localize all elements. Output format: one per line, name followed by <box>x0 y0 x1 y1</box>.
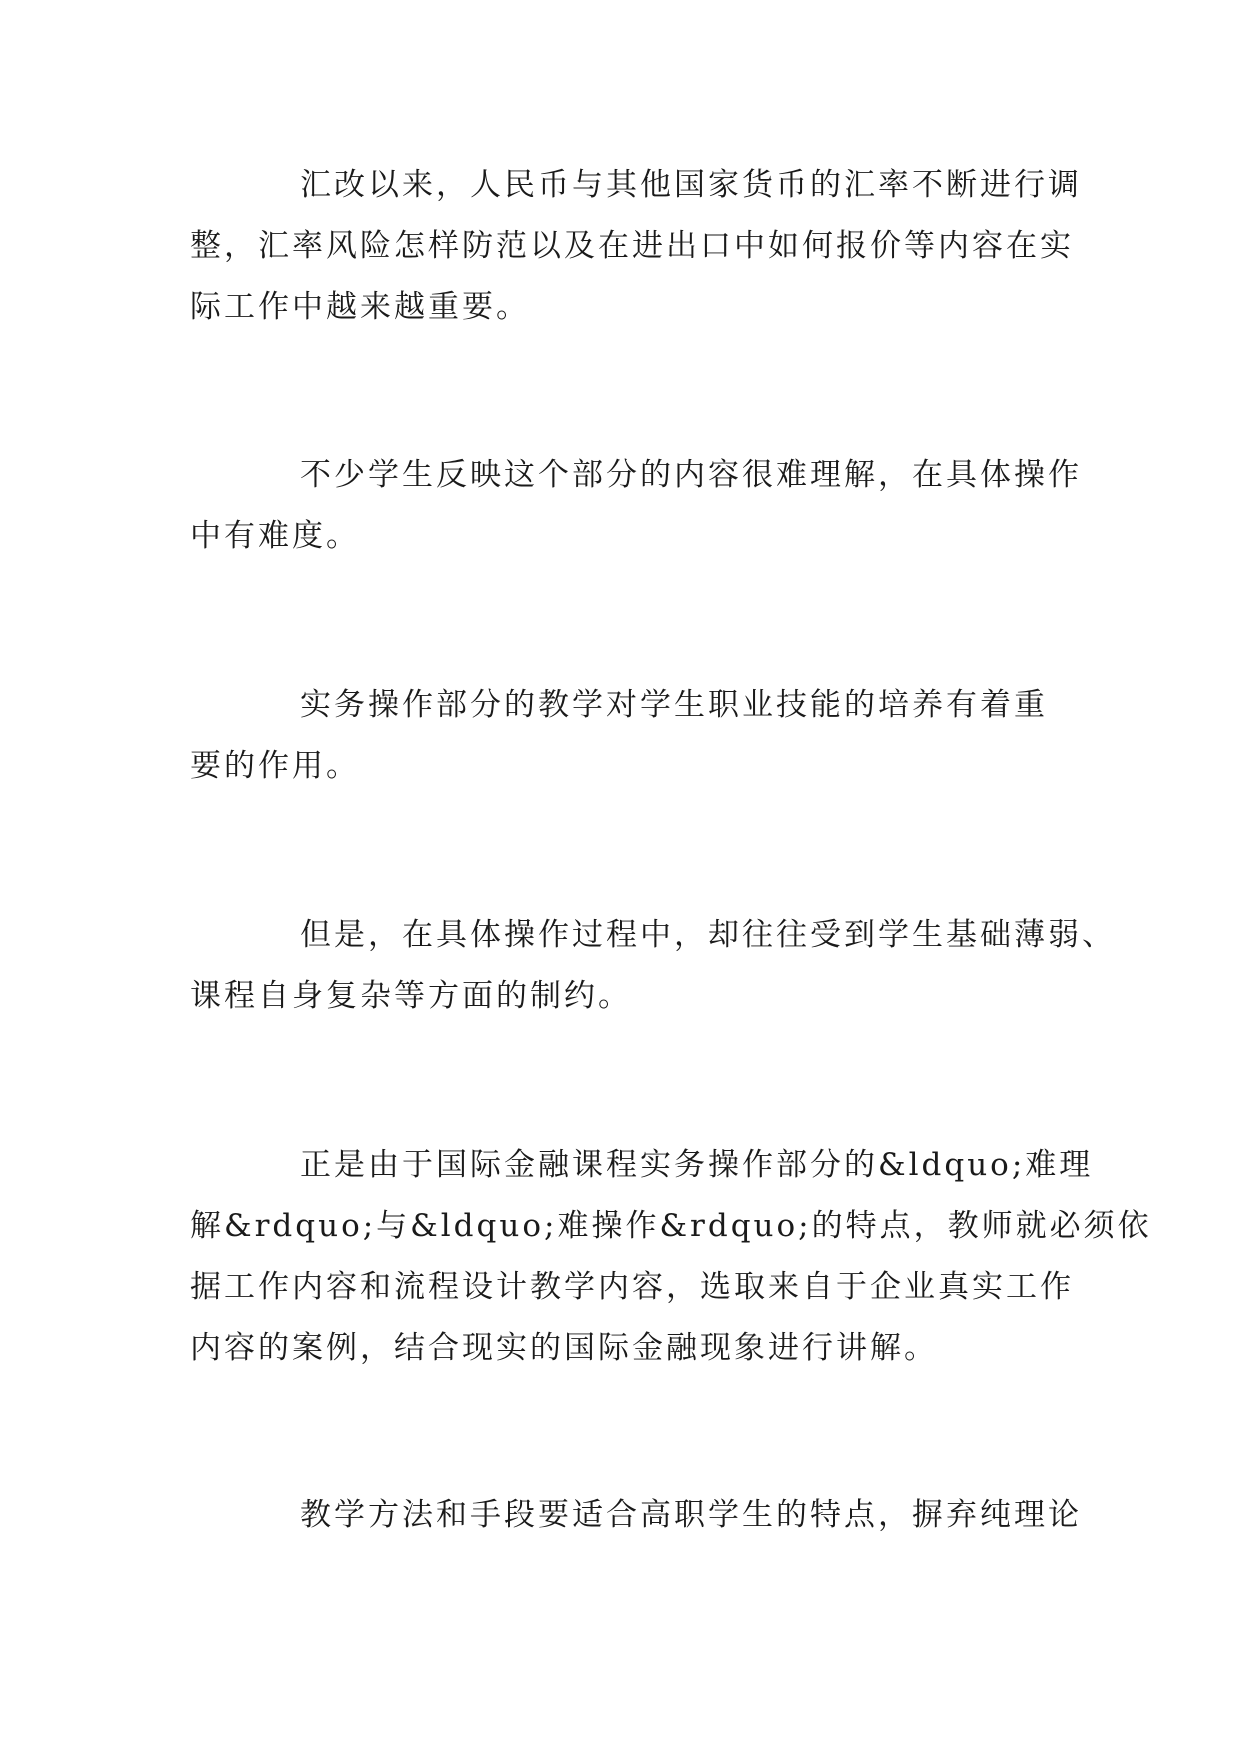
paragraph-line: 中有难度。 <box>190 518 360 554</box>
paragraph-line: 解&rdquo;与&ldquo;难操作&rdquo;的特点，教师就必须依 <box>190 1208 1152 1244</box>
paragraph-teaching-design <box>190 1135 1152 1379</box>
paragraph-line: 实务操作部分的教学对学生职业技能的培养有着重 <box>300 687 1048 723</box>
paragraph-line: 不少学生反映这个部分的内容很难理解，在具体操作 <box>300 457 1082 493</box>
paragraph-line: 际工作中越来越重要。 <box>190 289 530 325</box>
paragraph-line: 据工作内容和流程设计教学内容，选取来自于企业真实工作 <box>190 1269 1074 1305</box>
paragraph-practice-teaching <box>190 675 1050 797</box>
paragraph-line: 要的作用。 <box>190 748 360 784</box>
paragraph-line: 教学方法和手段要适合高职学生的特点，摒弃纯理论 <box>300 1497 1082 1533</box>
paragraph-line: 内容的案例，结合现实的国际金融现象进行讲解。 <box>190 1330 938 1366</box>
paragraph-student-feedback <box>190 445 1082 567</box>
paragraph-line: 课程自身复杂等方面的制约。 <box>190 978 632 1014</box>
paragraph-exchange-rate-reform <box>190 155 1082 338</box>
paragraph-line: 但是，在具体操作过程中，却往往受到学生基础薄弱、 <box>300 917 1116 953</box>
paragraph-line: 整，汇率风险怎样防范以及在进出口中如何报价等内容在实 <box>190 228 1074 264</box>
paragraph-teaching-methods <box>190 1485 1082 1546</box>
paragraph-constraints <box>190 905 1116 1027</box>
paragraph-line: 正是由于国际金融课程实务操作部分的&ldquo;难理 <box>300 1147 1094 1183</box>
paragraph-line: 汇改以来，人民币与其他国家货币的汇率不断进行调 <box>300 167 1082 203</box>
